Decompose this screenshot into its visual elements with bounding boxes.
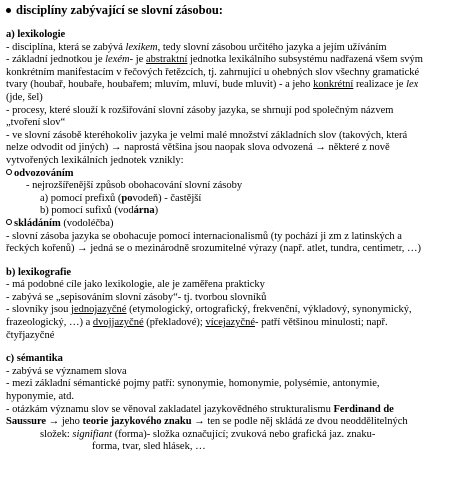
text-line [6,79,455,92]
text-line [6,416,455,429]
text-span: složek: [40,428,73,440]
spacer [6,342,455,353]
circle-bullet-icon [6,169,12,175]
term-signifiant: signifiant [72,428,113,440]
suffix-example: árna [133,205,155,217]
text-span: jednotka lexikálního subsystému nadřazená všem svým [187,54,423,66]
text-line: nelze odvodit od jiných) → naprostá většina jsou naopak slova odvozená → některé z nově [6,142,390,154]
text-span: - je [129,54,146,66]
text-line: - nejrozšířenější způsob obohacování slovní zásoby [26,180,243,192]
term-jednojazycne: jednojazyčné [71,304,127,316]
text-span: - otázkám významu slov se věnoval zakladatel jazykovědného strukturalismu [6,403,334,415]
section-semantika [6,353,455,454]
circle-bullet-icon [6,219,12,225]
text-line [6,193,455,206]
text-line: - zabývá se „sepisováním slovní zásoby“- tj. tvorbou slovníků [6,291,267,303]
subitem-title: odvozováním [14,167,74,179]
text-line: (jde, šel) [6,91,43,103]
term-dvojjazycne: dvojjazyčné [92,317,144,329]
subitem-odvozovani [6,168,455,181]
text-span: frazeologický, …) a [6,317,93,329]
text-line: čtyřjazyčné [6,329,55,341]
text-span: → jeho [46,416,83,428]
text-line [6,317,455,330]
text-line: „tvoření slov“ [6,117,66,129]
text-span: , tedy slovní zásobou určitého jazyka a jejím užíváním [157,41,387,53]
term-lexem: lexém [105,54,130,66]
text-line: - zabývá se významem slova [6,365,127,377]
section-title-lexikografie: b) lexikografie [6,266,72,278]
text-span: - patří většinou minulosti; např. [254,317,388,329]
heading-text: disciplíny zabývající se slovní zásobou: [16,3,223,17]
text-span: (vodoléčba) [60,217,114,229]
subitem-title: skládáním [14,217,61,229]
text-line: řeckých kořenů) → jedná se o mezinárodně srozumitelné výrazy (např. atlet, tundra, centimetr, …) [6,243,422,255]
term-lexikem: lexikem [125,41,158,53]
text-line: - slovní zásoba jazyka se obohacuje pomocí internacionalismů (ty pochází ji zm z latinských a [6,230,402,242]
term-lex: lex [406,79,419,91]
text-line: - má podobné cíle jako lexikologie, ale je zaměřena prakticky [6,279,265,291]
text-span: (etymologický, ortografický, frekvenční, výkladový, synonymický, [126,304,412,316]
text-line [6,404,455,417]
text-line: forma, tvar, sled hlásek, … [92,441,206,453]
page-heading [6,3,455,18]
text-line: konkrétním manifestacím v řečových řetězcích, tj. zahrnující u ohebných slov všechny gramatické [6,66,420,78]
text-span: → ten se podle něj skládá ze dvou neoddělitelných [191,416,408,428]
bullet-icon [6,8,11,13]
text-span: b) pomocí sufixů (vod [40,205,134,217]
term-vicejazycne: vícejazyčné [205,317,255,329]
text-span: ) [154,205,159,217]
term-konkretni: konkrétní [313,79,354,91]
text-span: realizace je [353,79,407,91]
subitem-skladani [6,218,455,231]
text-line [6,205,455,218]
text-span: (forma)- složka označující; zvuková nebo grafická jaz. znaku- [112,428,376,440]
text-span: a) pomocí prefixů ( [40,192,122,204]
name-saussure: Saussure [6,416,47,428]
section-lexikografie [6,267,455,343]
text-line: - ve slovní zásobě kteréhokoliv jazyka je velmi malé množství základních slov (takových, která [6,129,408,141]
prefix-example: po [121,192,133,204]
text-span: (překladové); [143,317,206,329]
text-span: - základní jednotkou je [6,54,106,66]
text-span: - slovníky jsou [6,304,72,316]
text-span: - disciplína, která se zabývá [6,41,126,53]
text-line: hyponymie, atd. [6,391,74,403]
text-line [6,42,455,55]
text-line: vytvořených lexikálních jednotek vznikly: [6,154,184,166]
text-line [6,304,455,317]
section-title-semantika: c) sémantika [6,353,63,365]
text-span: vodeň) - častější [132,192,202,204]
text-span: tvary (houbař, houbaře, houbařem; mluvím, mluví, bude mluvit) - a jeho [6,79,314,91]
section-lexikologie [6,29,455,256]
text-line [6,429,455,442]
section-title-lexikologie: a) lexikologie [6,29,66,40]
text-line: - mezi základní sémantické pojmy patří: synonymie, homonymie, polysémie, antonymie, [6,378,380,390]
text-line: - procesy, které slouží k rozšiřování slovní zásoby jazyka, se shrnují pod společným názvem [6,104,394,116]
spacer [6,256,455,267]
term-teorie-znaku: teorie jazykového znaku [82,416,192,428]
term-abstraktni: abstraktní [145,54,188,66]
name-saussure: Ferdinand de [333,403,394,415]
text-line [6,54,455,67]
